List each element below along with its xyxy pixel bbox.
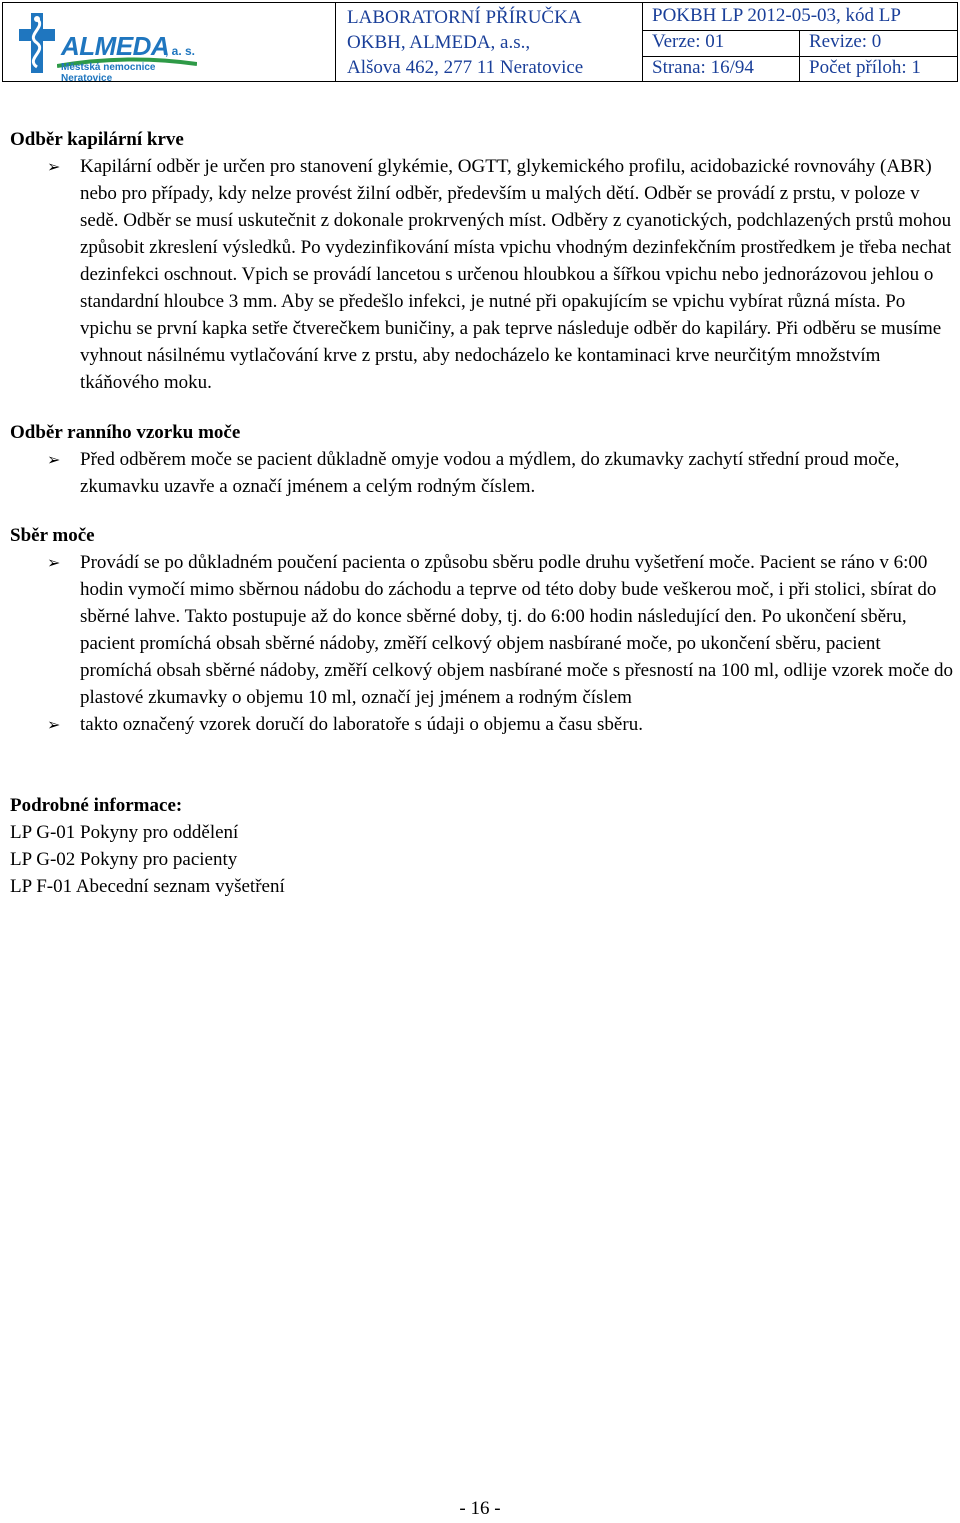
arrow-bullet-icon: ➢ xyxy=(47,157,61,176)
list-item-text: Před odběrem moče se pacient důkladně omyje vodou a mýdlem, do zkumavky zachytí střední proud moče, zkumavku uzavře a označí jménem a celým rodným číslem. xyxy=(80,449,900,497)
doc-code-row xyxy=(642,3,957,31)
header-organization: OKBH, ALMEDA, a.s., xyxy=(347,32,531,53)
list-item xyxy=(10,153,955,396)
arrow-bullet-icon: ➢ xyxy=(47,553,61,572)
info-title: Podrobné informace: xyxy=(10,795,183,816)
arrow-bullet-icon: ➢ xyxy=(47,450,61,469)
list-item-text: takto označený vzorek doručí do laboratoře s údaji o objemu a času sběru. xyxy=(80,714,643,735)
revision: Revize: 0 xyxy=(809,31,882,52)
document-header xyxy=(2,2,958,82)
logo-cell xyxy=(3,3,336,84)
version: Verze: 01 xyxy=(652,31,725,52)
almeda-logo xyxy=(17,11,197,84)
logo-wordmark: ALMEDA xyxy=(61,31,170,61)
document-body xyxy=(10,126,955,900)
list-item xyxy=(10,711,955,738)
page-indicator: Strana: 16/94 xyxy=(652,57,754,78)
list-item xyxy=(10,446,955,500)
header-meta-cell xyxy=(642,3,957,81)
attachments-count: Počet příloh: 1 xyxy=(809,57,921,78)
doc-code: POKBH LP 2012-05-03, kód LP xyxy=(652,5,901,26)
version-row xyxy=(642,30,957,57)
page-number: - 16 - xyxy=(459,1498,501,1519)
section-title-capillary: Odběr kapilární krve xyxy=(10,129,184,150)
list-item xyxy=(10,549,955,711)
info-link-index: LP F-01 Abecední seznam vyšetření xyxy=(10,876,285,897)
header-title: LABORATORNÍ PŘÍRUČKA xyxy=(347,7,582,28)
logo-subtitle: Městská nemocnice Neratovice xyxy=(61,62,156,84)
header-address: Alšova 462, 277 11 Neratovice xyxy=(347,57,584,78)
info-link-patients: LP G-02 Pokyny pro pacienty xyxy=(10,849,238,870)
header-title-cell xyxy=(335,3,643,81)
logo-suffix: , a. s. xyxy=(165,44,196,58)
list-item-text: Kapilární odběr je určen pro stanovení glykémie, OGTT, glykemického profilu, acidobazické rovnováhy (ABR) nebo pro případy, kdy nelze provést žilní odběr, především u malých dětí. Odběr se provádí z prstu, v poloze v sedě. Odběr se musí uskutečnit z dokonale prokrvených míst. Odběry z cyanotických, podchlazených prstů mohou způsobit zkreslení výsledků. Po vydezinfikování místa vpichu vhodným dezinfekčním prostředkem je třeba nechat dezinfekci oschnout. Vpich se provádí lancetou s určenou hloubkou a šířkou vpichu nebo jednorázovou jehlou o standardní hloubce 3 mm. Aby se předešlo infekci, je nutné při opakujícím se vpichu vybírat různá místa. Po vpichu se první kapka setře čtverečkem buničiny, a pak teprve následuje odběr do kapiláry. Při odběru se musíme vyhnout násilnému vytlačování krve z prstu, aby nedocházelo ke kontaminaci krve neurčitým množstvím tkáňového moku. xyxy=(80,156,952,393)
section-title-urine-collection: Sběr moče xyxy=(10,525,95,546)
medical-cross-icon xyxy=(17,11,57,75)
page-row xyxy=(642,56,957,81)
list-item-text: Provádí se po důkladném poučení pacienta o způsobu sběru podle druhu vyšetření moče. Pacient se ráno v 6:00 hodin vymočí mimo sběrnou nádobu do záchodu a teprve od této doby bude veškerou moč, i při stolici, sbírat do sběrné lahve. Takto postupuje až do konce sběrné doby, tj. do 6:00 hodin následující den. Po ukončení sběru, pacient promíchá obsah sběrné nádoby, změří celkový objem nasbírané moče, po ukončení sběru, pacient promíchá obsah sběrné nádoby, změří celkový objem nasbírané moče s přesností na 100 ml, odlije vzorek moče do plastové zkumavky o objemu 10 ml, označí jej jménem a rodným číslem xyxy=(80,552,954,708)
section-title-morning-urine: Odběr ranního vzorku moče xyxy=(10,422,241,443)
arrow-bullet-icon: ➢ xyxy=(47,715,61,734)
info-link-departments: LP G-01 Pokyny pro oddělení xyxy=(10,822,239,843)
